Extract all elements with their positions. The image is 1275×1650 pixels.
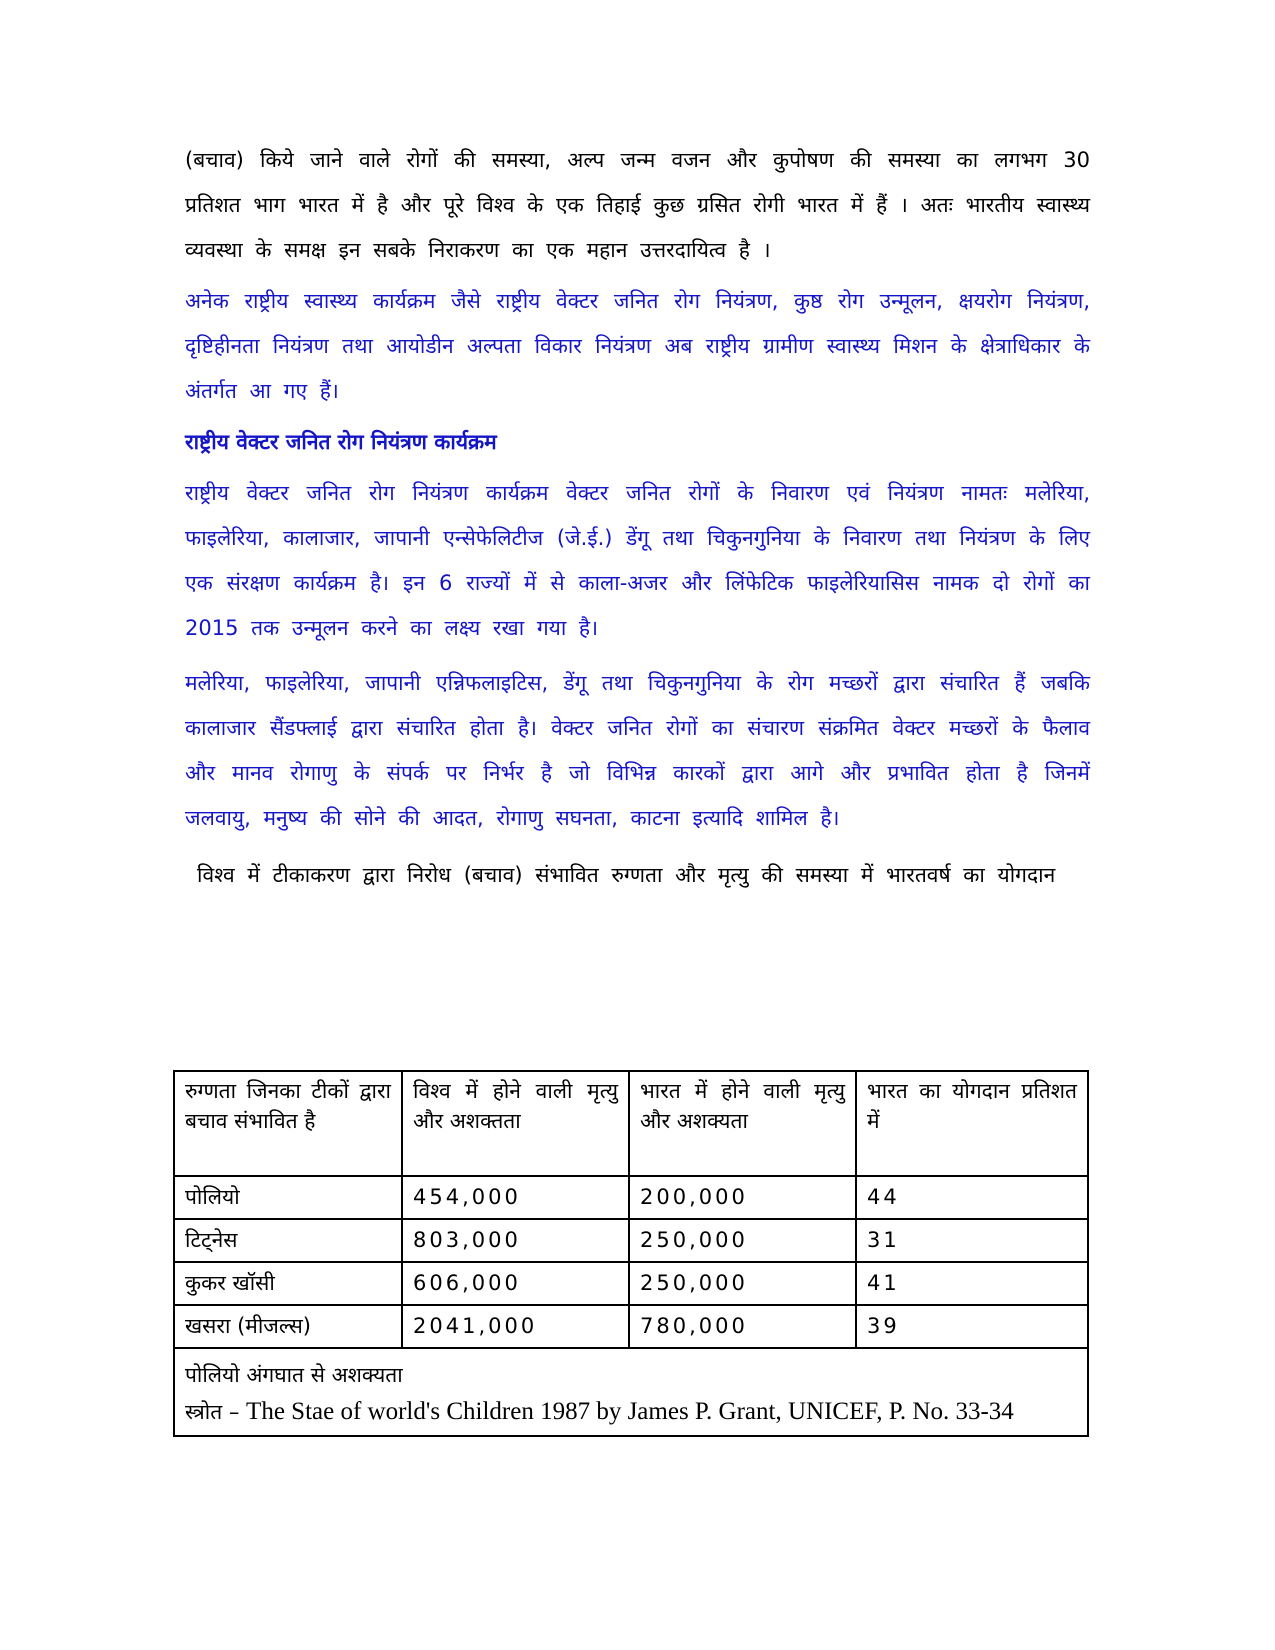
paragraph-nvbdcp: राष्ट्रीय वेक्टर जनित रोग नियंत्रण कार्यक्रम वेक्टर जनित रोगों के निवारण एवं नियंत्रण नामतः मलेरिया, फाइलेरिया, कालाजार, जापानी एन्सेफेलिटीज (जे.ई.) डेंगू तथा चिकुनगुनिया के निवारण तथा नियंत्रण के लिए एक संरक्षण कार्यक्रम है। इन 6 राज्यों में से काला-अजर और लिंफेटिक फाइलेरियासिस नामक दो रोगों का 2015 तक उन्मूलन करने का लक्ष्य रखा गया है। xyxy=(185,481,1090,640)
table-footer xyxy=(174,1348,1088,1436)
cell-disease: पोलियो xyxy=(174,1176,402,1219)
cell-share: 41 xyxy=(856,1262,1088,1305)
table-row xyxy=(174,1219,1088,1262)
cell-world: 2041,000 xyxy=(402,1305,629,1348)
header-india-deaths: भारत में होने वाली मृत्यु और अशक्यता xyxy=(629,1071,856,1176)
table-source xyxy=(185,1395,1077,1429)
table-header-row xyxy=(174,1071,1088,1176)
table-row xyxy=(174,1305,1088,1348)
cell-india: 250,000 xyxy=(629,1262,856,1305)
cell-disease: टिट्नेस xyxy=(174,1219,402,1262)
source-citation: The Stae of world's Children 1987 by James P. Grant, UNICEF, P. No. 33-34 xyxy=(246,1398,1014,1425)
cell-india: 780,000 xyxy=(629,1305,856,1348)
section-heading: राष्ट्रीय वेक्टर जनित रोग नियंत्रण कार्यक्रम xyxy=(185,430,497,454)
cell-world: 606,000 xyxy=(402,1262,629,1305)
cell-share: 39 xyxy=(856,1305,1088,1348)
table-row xyxy=(174,1262,1088,1305)
cell-india: 250,000 xyxy=(629,1219,856,1262)
table-row xyxy=(174,1176,1088,1219)
immunization-table xyxy=(173,1070,1089,1437)
header-india-share: भारत का योगदान प्रतिशत में xyxy=(856,1071,1088,1176)
paragraph-intro: (बचाव) किये जाने वाले रोगों की समस्या, अल्प जन्म वजन और कुपोषण की समस्या का लगभग 30 प्रतिशत भाग भारत में है और पूरे विश्व के एक तिहाई कुछ ग्रसित रोगी भारत में हैं । अतः भारतीय स्वास्थ्य व्यवस्था के समक्ष इन सबके निराकरण का एक महान उत्तरदायित्व है । xyxy=(185,148,1090,262)
document-body xyxy=(185,138,1090,898)
cell-world: 454,000 xyxy=(402,1176,629,1219)
cell-india: 200,000 xyxy=(629,1176,856,1219)
cell-share: 44 xyxy=(856,1176,1088,1219)
cell-disease: खसरा (मीजल्स) xyxy=(174,1305,402,1348)
table-caption: विश्व में टीकाकरण द्वारा निरोध (बचाव) संभावित रुग्णता और मृत्यु की समस्या में भारतवर्ष का योगदान xyxy=(197,863,1056,887)
header-world-deaths: विश्व में होने वाली मृत्यु और अशक्तता xyxy=(402,1071,629,1176)
paragraph-transmission: मलेरिया, फाइलेरिया, जापानी एन्निफलाइटिस, डेंगू तथा चिकुनगुनिया के रोग मच्छरों द्वारा संचारित हैं जबकि कालाजार सैंडफ्लाई द्वारा संचारित होता है। वेक्टर जनित रोगों का संचारण संक्रमित वेक्टर मच्छरों के फैलाव और मानव रोगाणु के संपर्क पर निर्भर है जो विभिन्न कारकों द्वारा आगे और प्रभावित होता है जिनमें जलवायु, मनुष्य की सोने की आदत, रोगाणु सघनता, काटना इत्यादि शामिल है। xyxy=(185,671,1090,830)
cell-disease: कुकर खॉसी xyxy=(174,1262,402,1305)
header-disease: रुग्णता जिनका टीकों द्वारा बचाव संभावित है xyxy=(174,1071,402,1176)
table-footer-row xyxy=(174,1348,1088,1436)
source-label: स्त्रोत – xyxy=(185,1400,240,1424)
table-footnote: पोलियो अंगघात से अशक्यता xyxy=(185,1363,403,1387)
cell-world: 803,000 xyxy=(402,1219,629,1262)
paragraph-programs: अनेक राष्ट्रीय स्वास्थ्य कार्यक्रम जैसे राष्ट्रीय वेक्टर जनित रोग नियंत्रण, कुष्ठ रोग उन्मूलन, क्षयरोग नियंत्रण, दृष्टिहीनता नियंत्रण तथा आयोडीन अल्पता विकार नियंत्रण अब राष्ट्रीय ग्रामीण स्वास्थ्य मिशन के क्षेत्राधिकार के अंतर्गत आ गए हैं। xyxy=(185,289,1090,403)
cell-share: 31 xyxy=(856,1219,1088,1262)
